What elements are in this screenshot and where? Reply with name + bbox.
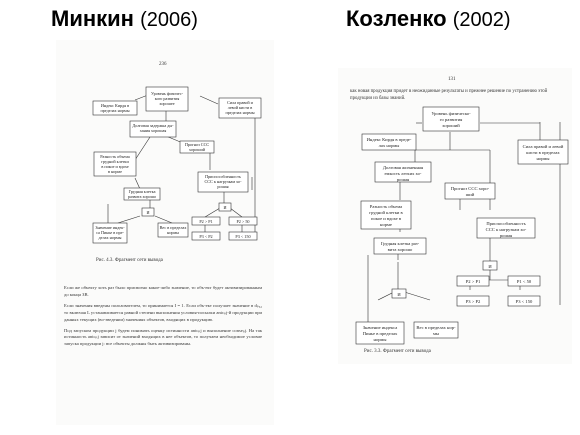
svg-text:Вес в пределах нор-: Вес в пределах нор- bbox=[416, 325, 456, 330]
svg-text:Уровень физическо-: Уровень физическо- bbox=[431, 111, 471, 116]
svg-text:Грудная клетка раз-: Грудная клетка раз- bbox=[380, 241, 420, 246]
svg-text:P1 < 50: P1 < 50 bbox=[516, 279, 532, 284]
svg-text:P3 < 150: P3 < 150 bbox=[235, 234, 251, 239]
svg-text:Индекс Кирдя в преде-: Индекс Кирдя в преде- bbox=[366, 137, 412, 142]
right-box-p2 bbox=[457, 296, 489, 306]
right-box-delay bbox=[375, 162, 431, 182]
right-box-weight bbox=[414, 322, 458, 338]
svg-text:кого развития: кого развития bbox=[154, 96, 180, 101]
right-box-vital bbox=[356, 322, 404, 344]
svg-text:покое и вдохе в: покое и вдохе в bbox=[370, 216, 402, 221]
svg-text:в покое и вдохе: в покое и вдохе bbox=[101, 164, 129, 169]
svg-text:вита хорошо: вита хорошо bbox=[387, 247, 413, 252]
left-box-top-text: Уровень физичес- bbox=[151, 91, 183, 96]
svg-text:Прогноз ССС хоро-: Прогноз ССС хоро- bbox=[450, 186, 490, 191]
svg-text:го развития: го развития bbox=[439, 117, 463, 122]
svg-text:рошая: рошая bbox=[217, 184, 229, 189]
right-heading-year: (2002) bbox=[452, 9, 511, 31]
right-box-pulse bbox=[361, 201, 411, 229]
svg-text:P2 > P1: P2 > P1 bbox=[465, 279, 481, 284]
svg-text:мы: мы bbox=[433, 331, 439, 336]
svg-text:И: И bbox=[397, 292, 401, 297]
svg-text:хороший: хороший bbox=[442, 123, 460, 128]
right-box-index bbox=[362, 134, 416, 150]
svg-text:И: И bbox=[146, 210, 150, 215]
svg-text:Пинье в пределах: Пинье в пределах bbox=[362, 331, 398, 336]
svg-text:P3 < P2: P3 < P2 bbox=[199, 234, 213, 239]
svg-text:Прогноз ССС: Прогноз ССС bbox=[184, 142, 210, 147]
svg-text:грудной клетки в: грудной клетки в bbox=[369, 210, 403, 215]
svg-text:И: И bbox=[223, 205, 227, 210]
right-figure-caption: Рис. 3.3. Фрагмент сети вывода bbox=[364, 349, 431, 354]
svg-text:норме: норме bbox=[380, 222, 392, 227]
left-paragraph-2: Если значения введены пользователем, то принимается I = 1. Если объ-ект получает значение в dₚ₃₂ то включая L устанавливается равной степени выполнения условия-посылки antcₚj-й продукции при данных текущих (во-зведении) значениях объектов, входящих в продукцию. bbox=[64, 302, 262, 322]
left-heading-year: (2006) bbox=[140, 9, 198, 31]
svg-text:Приспособленность: Приспособленность bbox=[205, 174, 241, 179]
right-node-and-2 bbox=[483, 261, 497, 270]
right-heading-name: Козленко bbox=[346, 6, 447, 31]
svg-text:грудной клетки: грудной клетки bbox=[101, 159, 129, 164]
left-paragraph-3: Под запуском продукции j будем понимать оценку истинности antcₚj и выполнение conseₚj. На так истинность antcₚj зависит от значений входящих в нее объектов, то получаем необходимое условие запуска продукции j: все объекты должны быть активизированы. bbox=[64, 327, 262, 347]
svg-text:ССС к нагрузкам хо-: ССС к нагрузкам хо- bbox=[204, 179, 242, 184]
svg-text:Вес в пределах: Вес в пределах bbox=[159, 225, 187, 230]
svg-text:левой кисти в: левой кисти в bbox=[227, 105, 253, 110]
svg-text:кисти в пределах: кисти в пределах bbox=[526, 150, 560, 155]
svg-text:хания хорошая: хания хорошая bbox=[139, 128, 167, 133]
left-page-number: 236 bbox=[159, 62, 167, 67]
right-top-text: как новая продукция придет в неожиданные результаты и прежнее решение по устранению этой продукции из базы знаний. bbox=[350, 89, 548, 101]
svg-text:Сила правой и: Сила правой и bbox=[227, 100, 253, 105]
svg-text:развита хорошо: развита хорошо bbox=[127, 194, 157, 199]
svg-text:Индекс Кирдя в: Индекс Кирдя в bbox=[100, 103, 130, 108]
right-box-forecast bbox=[445, 183, 495, 199]
svg-text:емкость легких хо-: емкость легких хо- bbox=[384, 171, 422, 176]
svg-text:Разность объема: Разность объема bbox=[369, 204, 403, 209]
right-box-skin bbox=[518, 140, 568, 164]
right-box-p3 bbox=[508, 276, 540, 286]
right-node-and-1 bbox=[392, 289, 406, 298]
svg-text:Разность объема: Разность объема bbox=[100, 154, 130, 159]
svg-text:И: И bbox=[488, 264, 492, 269]
left-figure-caption: Рис. 4.3. Фрагмент сети вывода bbox=[96, 258, 163, 263]
svg-text:нормы: нормы bbox=[167, 230, 179, 235]
right-box-top bbox=[423, 107, 479, 131]
svg-text:Долговая задержка ды-: Долговая задержка ды- bbox=[132, 123, 174, 128]
right-box-chest bbox=[374, 238, 426, 254]
left-heading-name: Минкин bbox=[51, 6, 134, 31]
svg-text:Приспособленность: Приспособленность bbox=[486, 221, 526, 226]
svg-text:в норме: в норме bbox=[108, 169, 122, 174]
svg-text:ший: ший bbox=[465, 192, 475, 197]
right-page-number: 131 bbox=[448, 77, 456, 82]
right-box-adapt bbox=[477, 218, 535, 238]
svg-text:делах нормы: делах нормы bbox=[98, 235, 122, 240]
svg-text:рошая: рошая bbox=[396, 177, 410, 182]
svg-text:лах нормы: лах нормы bbox=[378, 143, 400, 148]
svg-text:пределах нормы: пределах нормы bbox=[100, 108, 130, 113]
right-box-p4 bbox=[508, 296, 540, 306]
svg-text:P3 > P2: P3 > P2 bbox=[465, 299, 481, 304]
svg-text:рошая: рошая bbox=[499, 233, 513, 238]
svg-text:P2 > P1: P2 > P1 bbox=[199, 219, 213, 224]
svg-text:нормы: нормы bbox=[536, 156, 550, 161]
svg-text:са Пинье в пре-: са Пинье в пре- bbox=[96, 230, 124, 235]
svg-text:P2 > 50: P2 > 50 bbox=[236, 219, 250, 224]
svg-text:хорошее: хорошее bbox=[159, 101, 175, 106]
svg-text:Значение индек-: Значение индек- bbox=[95, 225, 125, 230]
svg-text:нормы: нормы bbox=[373, 337, 387, 342]
svg-text:хороший: хороший bbox=[189, 147, 205, 152]
svg-text:Сила правой и левой: Сила правой и левой bbox=[522, 144, 564, 149]
svg-text:пределах нормы: пределах нормы bbox=[225, 110, 255, 115]
svg-text:Значение индекса: Значение индекса bbox=[362, 325, 398, 330]
right-box-p1 bbox=[457, 276, 489, 286]
svg-text:Грудная клетка: Грудная клетка bbox=[128, 189, 156, 194]
left-paragraph-1: Если же объекту хоть раз было присвоено какое-либо значение, то объ-ект будет активизированным до конца ЗВ. bbox=[64, 285, 262, 297]
svg-text:Долговая жизненная: Долговая жизненная bbox=[382, 165, 424, 170]
svg-text:ССС к нагрузкам хо-: ССС к нагрузкам хо- bbox=[485, 227, 527, 232]
svg-text:P3 < 150: P3 < 150 bbox=[515, 299, 533, 304]
